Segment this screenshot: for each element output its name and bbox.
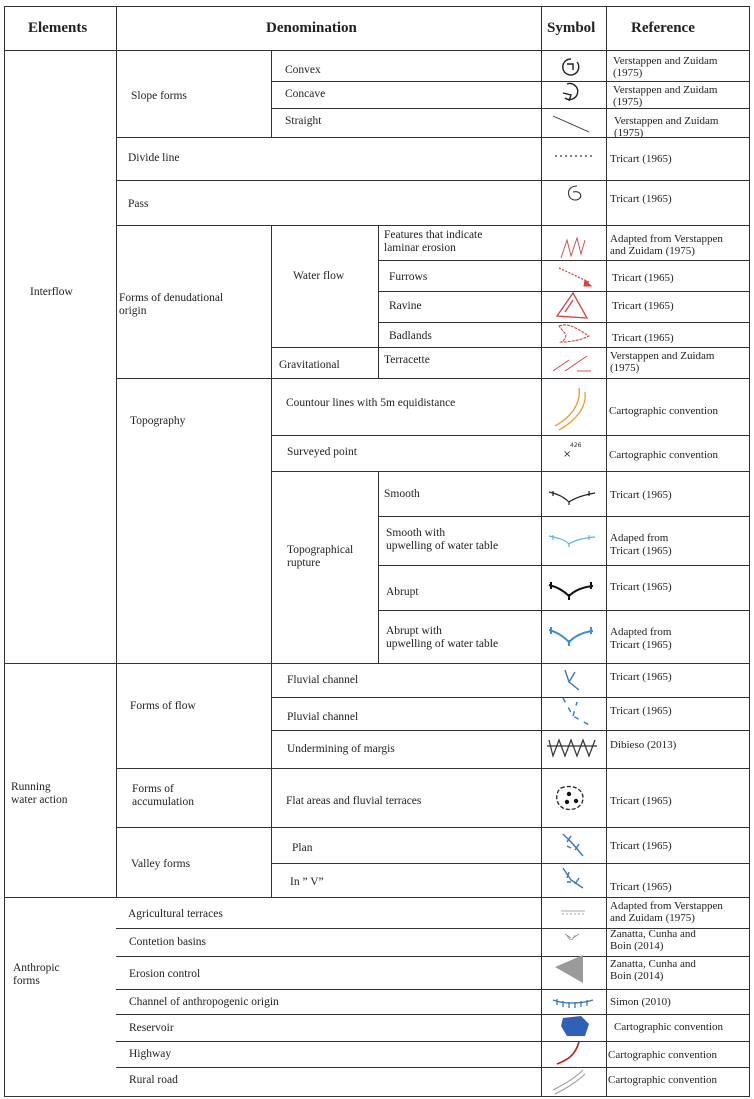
channel-anthropogenic: Channel of anthropogenic origin — [129, 996, 279, 1008]
ref-erosion-2: Boin (2014) — [610, 970, 664, 982]
highway-symbol — [557, 1042, 579, 1064]
abrupt-water-symbol — [549, 627, 593, 646]
header-reference: Reference — [631, 20, 695, 36]
group-interflow: Interflow — [30, 286, 73, 298]
ref-divide: Tricart (1965) — [610, 153, 672, 165]
fluvial-channel: Fluvial channel — [287, 674, 359, 686]
ref-straight-1: Verstappen and Zuidam — [614, 115, 719, 127]
erosion-control: Erosion control — [129, 968, 201, 980]
rural-road: Rural road — [129, 1074, 178, 1086]
terracette: Terracette — [384, 354, 430, 366]
concave: Concave — [285, 88, 326, 100]
valley-v-symbol — [563, 868, 583, 888]
ref-furrows: Tricart (1965) — [612, 272, 674, 284]
ref-straight-2: (1975) — [614, 127, 644, 139]
contour-symbol — [555, 388, 585, 430]
pass-symbol — [569, 186, 581, 200]
accumulation-line1: Forms of — [132, 783, 174, 795]
topography: Topography — [130, 415, 186, 427]
group-anthropic-line2: forms — [13, 975, 40, 987]
ref-in-v: Tricart (1965) — [610, 881, 672, 893]
contetion-basins: Contetion basins — [129, 936, 206, 948]
badlands-symbol — [559, 325, 589, 342]
ref-badlands: Tricart (1965) — [612, 332, 674, 344]
ref-ravine: Tricart (1965) — [612, 300, 674, 312]
ref-concave-2: (1975) — [613, 96, 643, 108]
undermining-symbol — [547, 740, 597, 756]
ref-flat: Tricart (1965) — [610, 795, 672, 807]
ravine-symbol — [557, 293, 587, 318]
badlands: Badlands — [389, 330, 432, 342]
terracette-symbol — [553, 356, 591, 371]
straight: Straight — [285, 115, 322, 127]
ref-terracette-2: (1975) — [610, 362, 640, 374]
laminar-symbol — [561, 238, 585, 258]
ref-pass: Tricart (1965) — [610, 193, 672, 205]
smooth-symbol — [549, 491, 595, 505]
denudational-line1: Forms of denudational — [119, 292, 224, 304]
ref-terracette-1: Verstappen and Zuidam — [610, 350, 715, 362]
surveyed-value: 426 — [570, 442, 582, 449]
gravitational: Gravitational — [279, 359, 340, 371]
ref-contetion-1: Zanatta, Cunha and — [610, 928, 696, 940]
agricultural-terraces-symbol — [561, 911, 585, 915]
ref-pluvial: Tricart (1965) — [610, 705, 672, 717]
undermining: Undermining of margis — [287, 743, 395, 755]
accumulation-line2: accumulation — [132, 796, 194, 808]
convex: Convex — [285, 64, 321, 76]
header-symbol: Symbol — [547, 20, 596, 36]
laminar-line1: Features that indicate — [384, 229, 483, 241]
ref-agri-1: Adapted from Verstappen — [610, 900, 723, 912]
ref-smooth-water-2: Tricart (1965) — [610, 545, 672, 557]
ref-laminar-2: and Zuidam (1975) — [610, 245, 695, 257]
slope-forms: Slope forms — [131, 90, 187, 102]
forms-of-flow: Forms of flow — [130, 700, 196, 712]
erosion-control-symbol — [555, 955, 583, 983]
pass: Pass — [128, 198, 149, 210]
group-running-line2: water action — [11, 794, 68, 806]
ref-agri-2: and Zuidam (1975) — [610, 912, 695, 924]
highway: Highway — [129, 1048, 172, 1060]
laminar-line2: laminar erosion — [384, 242, 456, 254]
smooth: Smooth — [384, 488, 420, 500]
ref-contetion-2: Boin (2014) — [610, 940, 664, 952]
ref-channel: Simon (2010) — [610, 996, 671, 1008]
ref-convex-2: (1975) — [613, 67, 643, 79]
pluvial-symbol — [563, 698, 591, 726]
convex-symbol — [563, 59, 579, 75]
contention-basins-symbol — [565, 934, 579, 940]
symbols-column — [541, 50, 606, 1097]
rupture-line1: Topographical — [287, 544, 354, 556]
ref-rural: Cartographic convention — [608, 1074, 718, 1086]
ref-highway: Cartographic convention — [608, 1049, 718, 1061]
ref-abrupt-water-1: Adapted from — [610, 626, 672, 638]
header-elements: Elements — [28, 20, 88, 36]
ref-reservoir: Cartographic convention — [614, 1021, 724, 1033]
ref-surveyed: Cartographic convention — [609, 449, 719, 461]
valley-forms: Valley forms — [131, 858, 191, 870]
ref-erosion-1: Zanatta, Cunha and — [610, 958, 696, 970]
ref-abrupt: Tricart (1965) — [610, 581, 672, 593]
abrupt-water-line1: Abrupt with — [386, 625, 442, 637]
concave-symbol — [563, 84, 578, 101]
surveyed-point: Surveyed point — [287, 446, 357, 458]
ref-fluvial: Tricart (1965) — [610, 671, 672, 683]
svg-text:×: × — [563, 449, 572, 460]
group-anthropic-line1: Anthropic — [13, 962, 60, 974]
pluvial-channel: Pluvial channel — [287, 711, 359, 723]
flat-areas-symbol — [557, 786, 583, 809]
reservoir-symbol — [561, 1016, 589, 1036]
ref-abrupt-water-2: Tricart (1965) — [610, 639, 672, 651]
valley-plan: Plan — [292, 842, 313, 854]
denudational-line2: origin — [119, 305, 147, 317]
ref-smooth-water-1: Adaped from — [610, 532, 669, 544]
furrows-symbol — [559, 268, 591, 286]
smooth-water-line1: Smooth with — [386, 527, 446, 539]
abrupt-water-line2: upwelling of water table — [386, 638, 499, 650]
rupture-line2: rupture — [287, 557, 321, 569]
abrupt-symbol — [549, 582, 593, 600]
header-denomination: Denomination — [266, 20, 357, 36]
contour-lines: Countour lines with 5m equidistance — [286, 397, 456, 409]
smooth-water-symbol — [549, 535, 595, 547]
divide-line: Divide line — [128, 152, 180, 164]
ref-concave-1: Verstappen and Zuidam — [613, 84, 718, 96]
flat-areas: Flat areas and fluvial terraces — [286, 795, 422, 807]
fluvial-symbol — [565, 670, 579, 690]
valley-plan-symbol — [563, 834, 583, 856]
abrupt: Abrupt — [386, 586, 419, 598]
channel-anthropogenic-symbol — [553, 999, 593, 1008]
furrows: Furrows — [389, 271, 428, 283]
ref-contour: Cartographic convention — [609, 405, 719, 417]
ref-laminar-1: Adapted from Verstappen — [610, 233, 723, 245]
ravine: Ravine — [389, 300, 422, 312]
group-running-line1: Running — [11, 781, 51, 793]
surveyed-point-symbol — [563, 442, 582, 460]
rural-road-symbol — [553, 1070, 585, 1094]
agricultural-terraces: Agricultural terraces — [128, 908, 223, 920]
ref-smooth: Tricart (1965) — [610, 489, 672, 501]
valley-in-v: In ” V” — [290, 876, 324, 888]
ref-convex-1: Verstappen and Zuidam — [613, 55, 718, 67]
water-flow: Water flow — [293, 270, 345, 282]
reservoir: Reservoir — [129, 1022, 174, 1034]
ref-undermining: Dibieso (2013) — [610, 739, 677, 751]
smooth-water-line2: upwelling of water table — [386, 540, 499, 552]
straight-symbol — [553, 116, 589, 132]
ref-plan: Tricart (1965) — [610, 840, 672, 852]
